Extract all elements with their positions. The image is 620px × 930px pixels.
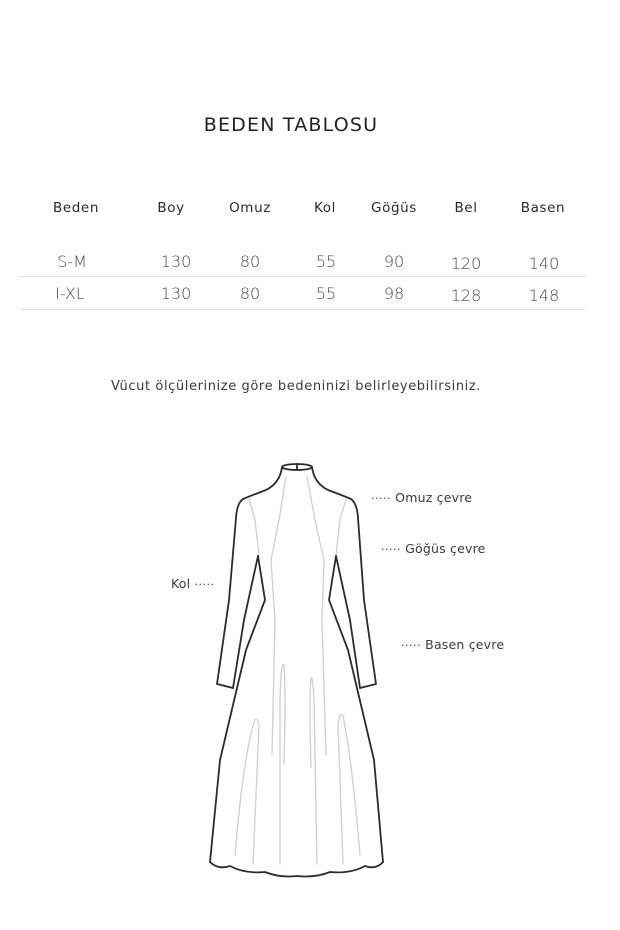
- header-basen: Basen: [520, 200, 566, 216]
- label-text: Basen çevre: [425, 637, 505, 652]
- label-omuz-cevre: [371, 490, 472, 505]
- cell-boy: 130: [160, 284, 192, 303]
- cell-omuz: 80: [239, 284, 261, 303]
- header-kol: Kol: [314, 200, 336, 216]
- cell-gogus: 90: [383, 252, 405, 271]
- leader-dots: ·····: [371, 492, 391, 505]
- header-omuz: Omuz: [229, 200, 271, 216]
- label-basen-cevre: [401, 637, 504, 652]
- cell-kol: 55: [315, 252, 337, 271]
- leader-dots: ·····: [401, 639, 421, 652]
- label-gogus-cevre: [381, 541, 486, 556]
- label-text: Omuz çevre: [395, 490, 473, 505]
- label-text: Kol: [171, 576, 191, 591]
- cell-basen: 140: [528, 254, 560, 273]
- leader-dots: ·····: [194, 578, 215, 591]
- label-text: Göğüs çevre: [405, 541, 486, 556]
- header-gogus: Göğüs: [371, 200, 417, 216]
- cell-bel: 120: [450, 254, 482, 273]
- cell-bel: 128: [450, 286, 482, 305]
- cell-beden: S-M: [57, 252, 87, 271]
- page-title: BEDEN TABLOSU: [203, 114, 379, 136]
- header-bel: Bel: [454, 200, 478, 216]
- label-kol: [171, 576, 214, 591]
- cell-beden: I-XL: [55, 284, 85, 303]
- header-boy: Boy: [157, 200, 185, 216]
- cell-basen: 148: [528, 286, 560, 305]
- cell-omuz: 80: [239, 252, 261, 271]
- leader-dots: ·····: [381, 543, 401, 556]
- cell-kol: 55: [315, 284, 337, 303]
- cell-gogus: 98: [383, 284, 405, 303]
- header-beden: Beden: [53, 200, 99, 216]
- cell-boy: 130: [160, 252, 192, 271]
- measurement-note: Vücut ölçülerinize göre bedeninizi belirleyebilirsiniz.: [110, 379, 482, 394]
